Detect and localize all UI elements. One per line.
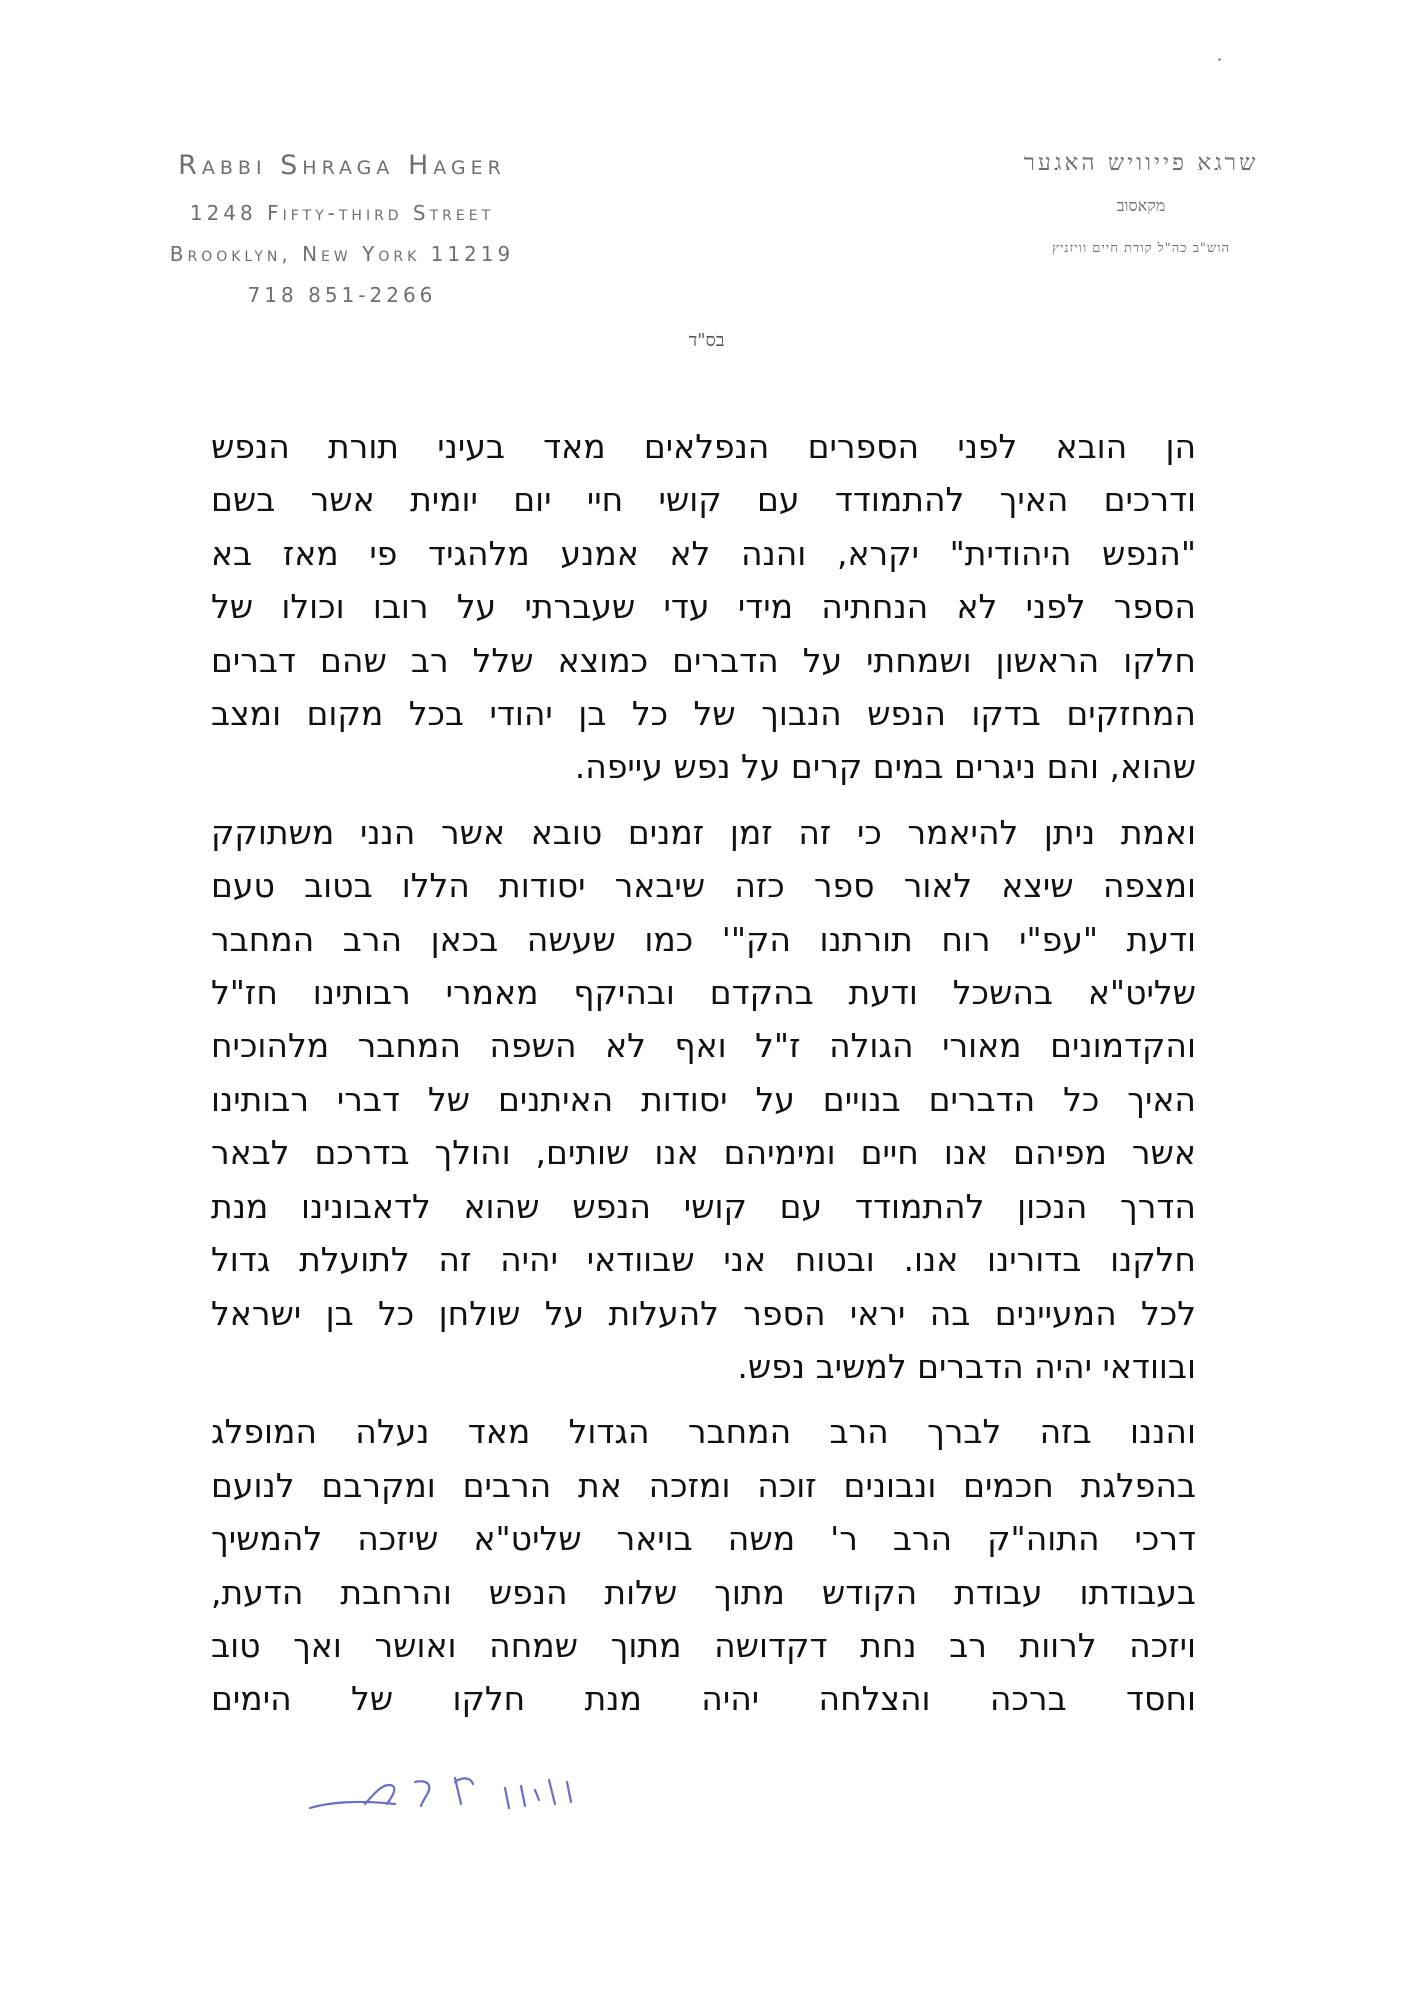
text-line: וחסד ברכה והצלחה יהיה מנת חלקו של הימים <box>211 1679 1196 1719</box>
text-line: חלקנו בדורינו אנו. ובטוח אני שבוודאי יהיה זה לתועלת גדול <box>211 1240 1196 1280</box>
text-line: האיך כל הדברים בנויים על יסודות האיתנים של דברי רבותינו <box>211 1079 1196 1119</box>
paragraph-3 <box>211 1405 1196 1725</box>
text-line: הדרך הנכון להתמודד עם קושי הנפש שהוא לדאבונינו מנת <box>211 1186 1196 1226</box>
stray-mark <box>1218 58 1221 61</box>
text-line: ויזכה לרוות רב נחת דקדושה מתוך שמחה ואושר ואך טוב <box>211 1625 1196 1665</box>
text-line: ואמת ניתן להיאמר כי זה זמן זמנים טובא אשר הנני משתוקק <box>211 812 1196 852</box>
rabbi-town: מקאסוב <box>1116 196 1166 215</box>
text-line: חלקו הראשון ושמחתי על הדברים כמוצא שלל רב שהם דברים <box>211 640 1196 680</box>
text-line: ובוודאי יהיה הדברים למשיב נפש. <box>737 1346 1196 1386</box>
text-line: בעבודתו עבודת הקודש מתוך שלות הנפש והרחבת הדעת, <box>211 1572 1196 1612</box>
street-address: 1248 Fifty-third Street <box>189 201 495 225</box>
paragraph-2 <box>211 806 1196 1393</box>
rabbi-name-english: Rabbi Shraga Hager <box>178 150 506 181</box>
text-line: אשר מפיהם אנו חיים ומימיהם אנו שותים, והולך בדרכם לבאר <box>211 1133 1196 1173</box>
text-line: שהוא, והם ניגרים במים קרים על נפש עייפה. <box>574 747 1196 787</box>
rabbi-name-hebrew: שרגא פייוויש האגער <box>1023 150 1259 176</box>
text-line: ודרכים האיך להתמודד עם קושי חיי יום יומית אשר בשם <box>211 480 1196 520</box>
text-line: ומצפה שיצא לאור ספר כזה שיבאר יסודות הללו בטוב טעם <box>211 866 1196 906</box>
rabbi-lineage: הוש"ב כה"ל קודת חיים וויזניץ <box>1052 241 1230 256</box>
text-line: לכל המעיינים בה יראי הספר להעלות על שולחן כל בן ישראל <box>211 1293 1196 1333</box>
bsd-heading: בס"ד <box>688 330 725 351</box>
text-line: שליט"א בהשכל ודעת בהקדם ובהיקף מאמרי רבותינו חז"ל <box>211 973 1196 1013</box>
text-line: והננו בזה לברך הרב המחבר הגדול מאד נעלה המופלג <box>211 1412 1196 1452</box>
text-line: "הנפש היהודית" יקרא, והנה לא אמנע מלהגיד פי מאז בא <box>211 533 1196 573</box>
letterhead-hebrew <box>931 150 1351 256</box>
text-line: המחזקים בדקו הנפש הנבוך של כל בן יהודי בכל מקום ומצב <box>211 694 1196 734</box>
city-address: Brooklyn, New York 11219 <box>169 242 515 266</box>
text-line: הספר לפני לא הנחתיה מידי עדי שעברתי על רובו וכולו של <box>211 587 1196 627</box>
phone-number: 718 851-2266 <box>247 283 437 307</box>
handwritten-signature <box>305 1760 615 1830</box>
text-line: הן הובא לפני הספרים הנפלאים מאד בעיני תורת הנפש <box>211 427 1196 466</box>
text-line: ודעת "עפ"י רוח תורתנו הק"' כמו שעשה בכאן הרב המחבר <box>211 919 1196 959</box>
text-line: בהפלגת חכמים ונבונים זוכה ומזכה את הרבים ומקרבם לנועם <box>211 1465 1196 1505</box>
letterhead-english <box>112 150 572 324</box>
text-line: דרכי התוה"ק הרב ר' משה בויאר שליט"א שיזכה להמשיך <box>211 1519 1196 1559</box>
letter-body <box>211 420 1196 1738</box>
text-line: והקדמונים מאורי הגולה ז"ל ואף לא השפה המחבר מלהוכיח <box>211 1026 1196 1066</box>
paragraph-1 <box>211 420 1196 794</box>
